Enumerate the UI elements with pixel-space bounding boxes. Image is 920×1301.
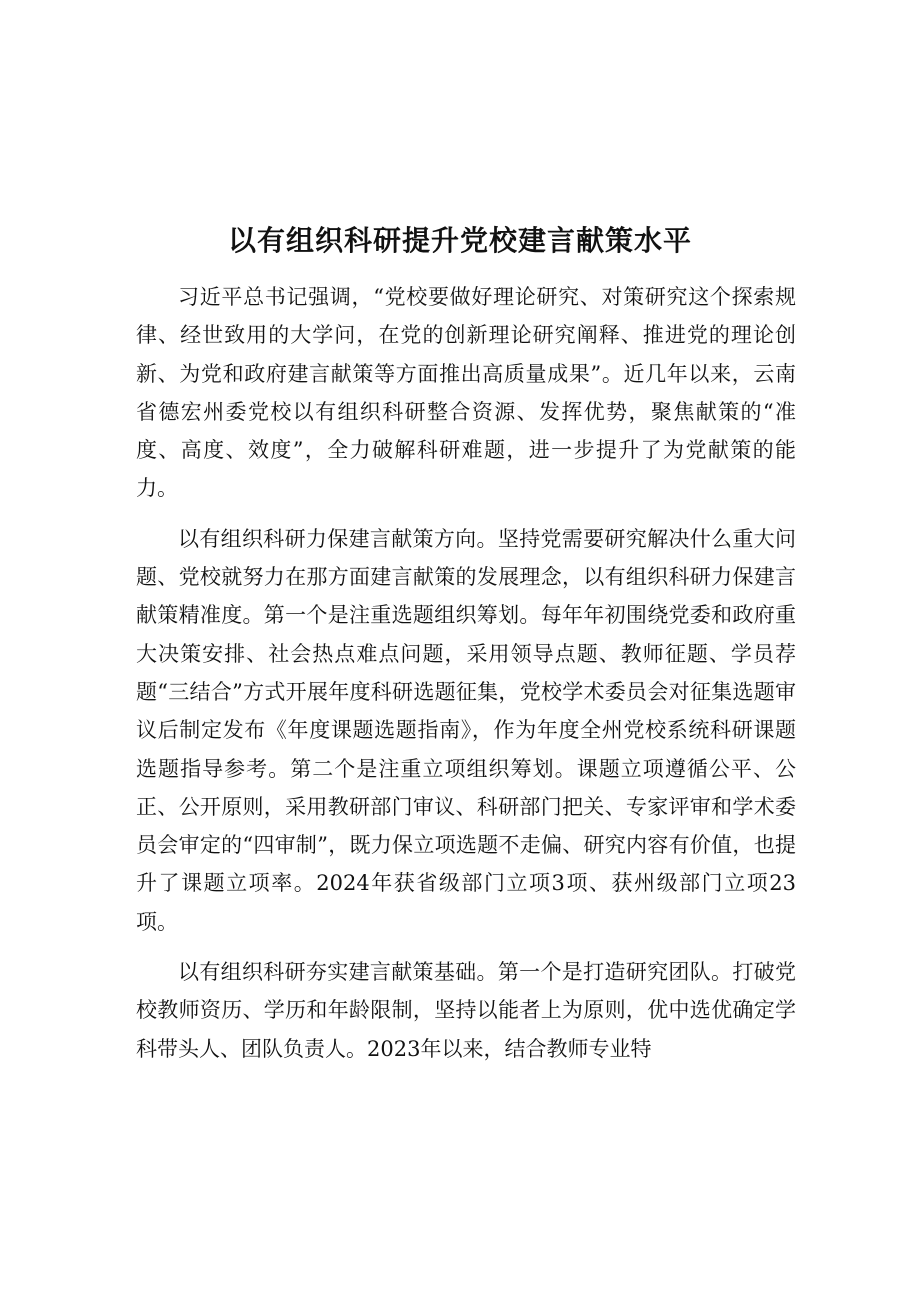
document-title: 以有组织科研提升党校建言献策水平 <box>227 224 692 257</box>
paragraph-intro: 习近平总书记强调，“党校要做好理论研究、对策研究这个探索规律、经世致用的大学问，在党的创新理论研究阐释、推进党的理论创新、为党和政府建言献策等方面推出高质量成果”。近几年以来，云南省德宏州委党校以有组织科研整合资源、发挥优势，聚焦献策的“准度、高度、效度”，全力破解科研难题，进一步提升了为党献策的能力。 <box>136 285 796 501</box>
document-body <box>136 278 796 1080</box>
paragraph-foundation: 以有组织科研夯实建言献策基础。第一个是打造研究团队。打破党校教师资历、学历和年龄限制，坚持以能者上为原则，优中选优确定学科带头人、团队负责人。2023年以来，结合教师专业特 <box>136 960 796 1061</box>
paragraph-direction: 以有组织科研力保建言献策方向。坚持党需要研究解决什么重大问题、党校就努力在那方面建言献策的发展理念，以有组织科研力保建言献策精准度。第一个是注重选题组织筹划。每年年初围绕党委和政府重大决策安排、社会热点难点问题，采用领导点题、教师征题、学员荐题“三结合”方式开展年度科研选题征集，党校学术委员会对征集选题审议后制定发布《年度课题选题指南》，作为年度全州党校系统科研课题选题指导参考。第二个是注重立项组织筹划。课题立项遵循公平、公正、公开原则，采用教研部门审议、科研部门把关、专家评审和学术委员会审定的“四审制”，既力保立项选题不走偏、研究内容有价值，也提升了课题立项率。2024年获省级部门立项3项、获州级部门立项23项。 <box>136 526 796 934</box>
